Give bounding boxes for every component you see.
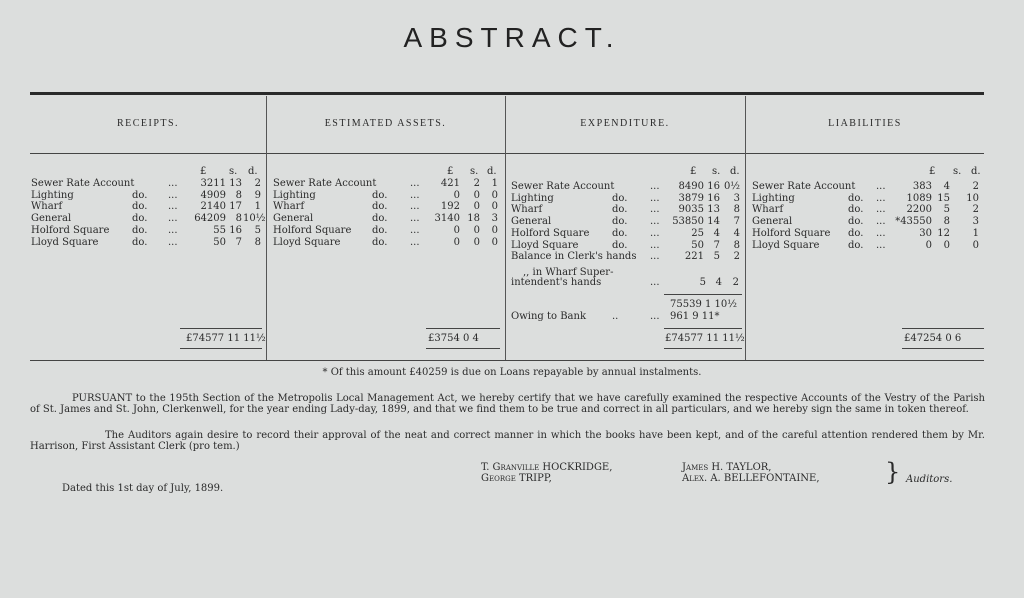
row-shillings: 8 [943,216,950,228]
pence-label: d. [487,166,497,177]
row-pounds: 0 [453,224,460,236]
row-pounds: 421 [440,178,460,189]
dots: ... [410,224,420,236]
row-ditto: do. [612,227,628,239]
row-pence: 2 [972,204,979,216]
row-shillings: 0 [473,224,480,236]
row-pence: 1 [972,227,979,239]
row-label: Sewer Rate Account [752,181,856,192]
row-ditto: do. [132,236,148,248]
row-pence: 0 [491,189,498,201]
row-shillings: 15 [937,192,950,204]
row-pounds: 25 [691,227,704,239]
row-ditto: do. [372,189,388,201]
row-label: Lighting [273,189,316,201]
exp-wharf-pounds: 5 [699,277,706,288]
exp-wharf-shillings: 4 [715,277,722,288]
row-shillings: 7 [713,239,720,251]
dots: ... [876,192,886,204]
row-label: Wharf [273,201,305,213]
pence-label: d. [971,166,981,177]
row-pence: 2 [972,181,979,192]
row-pounds: 50 [691,239,704,251]
row-ditto: do. [132,213,148,225]
footnote: * Of this amount £40259 is due on Loans repayable by annual instalments. [322,367,702,378]
row-label: General [273,213,314,225]
liabilities-total: £47254 0 6 [904,333,962,344]
pence-label: d. [730,166,740,177]
dots: ... [650,239,660,251]
expenditure-header: EXPENDITURE. [580,118,670,129]
row-pence: 0 [491,224,498,236]
table-bottom-rule [30,360,984,361]
row-ditto: do. [372,201,388,213]
exp-subtotal: 75539 1 10½ [670,299,737,310]
row-pounds: 3879 [678,192,704,204]
row-ditto: do. [848,227,864,239]
row-shillings: 0 [473,201,480,213]
row-label: General [31,213,72,225]
dots: ... [410,178,420,189]
total-rule [180,328,262,329]
row-label: Holford Square [273,224,352,236]
total-rule [426,348,500,349]
row-pence: 1 [254,201,261,213]
receipts-total: £74577 11 11½ [186,333,266,344]
row-ditto: do. [848,216,864,228]
row-label: Holford Square [511,227,590,239]
pounds-label: £ [929,166,936,177]
row-pence: 2 [733,251,740,263]
row-pounds: 50 [213,236,226,248]
page-title: ABSTRACT. [403,22,621,53]
shillings-label: s. [470,166,479,177]
date-line: Dated this 1st day of July, 1899. [62,483,224,494]
row-shillings: 8 [235,213,242,225]
certification-paragraph: PURSUANT to the 195th Section of the Metropolis Local Management Act, we hereby certify that we have carefully examined the respective Accounts of the Vestry of the Parish of St. James and St. John, Clerkenwell, for the year ending Lady-day, 1899, and that we find them to be true and correct in all particulars, and we hereby sign the same in token thereof. [30,393,985,415]
owing-label: Owing to Bank [511,311,587,322]
row-shillings: 5 [943,204,950,216]
row-ditto: do. [372,213,388,225]
row-shillings: 4 [943,181,950,192]
row-shillings: 4 [713,227,720,239]
row-shillings: 12 [937,227,950,239]
row-label: Balance in Clerk's hands [511,251,637,263]
pounds-label: £ [200,166,207,177]
exp-wharf-line1: ,, in Wharf Super- [523,267,614,278]
row-label: Sewer Rate Account [511,181,615,192]
brace-icon: } [885,458,901,486]
dots: ... [876,239,886,251]
row-pence: 3 [972,216,979,228]
row-ditto: do. [612,192,628,204]
pounds-label: £ [447,166,454,177]
auditors-paragraph: The Auditors again desire to record their approval of the neat and correct manner in which the books have been kept, and of the careful attention rendered them by Mr. Harrison, First Assistant Clerk (pro tem.) [30,430,985,452]
dots: ... [168,201,178,213]
row-pounds: 2140 [200,201,226,213]
assets-total: £3754 0 4 [428,333,479,344]
dots: ... [168,189,178,201]
row-label: Lighting [511,192,554,204]
row-label: General [752,216,793,228]
signature-hockridge: T. Granville HOCKRIDGE, [481,462,613,473]
total-rule [664,328,742,329]
row-ditto: do. [612,239,628,251]
row-pence: 0 [972,239,979,251]
row-ditto: do. [848,204,864,216]
row-pounds: 0 [925,239,932,251]
row-pence: 8 [733,239,740,251]
row-pence: 0½ [723,181,740,192]
column-divider [266,96,267,360]
row-shillings: 8 [235,189,242,201]
row-shillings: 13 [229,178,242,189]
auditors-role: Auditors. [906,474,953,485]
dots: ... [650,181,660,192]
row-pounds: 9035 [678,204,704,216]
dots: ... [168,178,178,189]
row-shillings: 14 [707,216,720,228]
dots: ... [410,201,420,213]
row-shillings: 16 [229,224,242,236]
row-pounds: 0 [453,236,460,248]
row-ditto: do. [372,236,388,248]
dots: ... [876,204,886,216]
row-label: Lighting [31,189,74,201]
row-pounds: 221 [684,251,704,263]
dots: ... [410,213,420,225]
row-shillings: 2 [473,178,480,189]
row-pounds: 3140 [434,213,460,225]
subtotal-rule [664,294,742,295]
total-rule [902,348,984,349]
row-label: Lloyd Square [752,239,820,251]
row-ditto: do. [132,224,148,236]
row-pence: 0 [491,236,498,248]
signature-taylor: James H. TAYLOR, [682,462,772,473]
row-label: Sewer Rate Account [273,178,377,189]
row-pounds: 0 [453,189,460,201]
column-divider [505,96,506,360]
header-rule [30,153,984,154]
column-divider [745,96,746,360]
row-shillings: 13 [707,204,720,216]
total-rule [902,328,984,329]
row-label: Holford Square [752,227,831,239]
total-rule [180,348,262,349]
row-label: Wharf [511,204,543,216]
row-pence: 3 [733,192,740,204]
dots: ... [876,227,886,239]
row-label: Wharf [31,201,63,213]
total-rule [426,328,500,329]
row-pounds: 4909 [200,189,226,201]
pounds-label: £ [690,166,697,177]
dots: ... [650,216,660,228]
row-label: Sewer Rate Account [31,178,135,189]
shillings-label: s. [953,166,962,177]
row-pence: 8 [254,236,261,248]
row-shillings: 7 [235,236,242,248]
signature-tripp: George TRIPP, [481,473,552,484]
row-label: Lighting [752,192,795,204]
row-ditto: do. [612,204,628,216]
row-shillings: 5 [713,251,720,263]
dots: ... [410,236,420,248]
receipts-header: RECEIPTS. [116,118,180,129]
row-pounds: 8490 [678,181,704,192]
row-pounds: *43550 [895,216,932,228]
row-label: Wharf [752,204,784,216]
shillings-label: s. [229,166,238,177]
row-pence: 4 [733,227,740,239]
row-pounds: 30 [919,227,932,239]
dots: ... [876,216,886,228]
dots: ... [650,192,660,204]
row-pence: 3 [491,213,498,225]
expenditure-total: £74577 11 11½ [665,333,745,344]
row-shillings: 18 [467,213,480,225]
row-pence: 10½ [243,213,266,225]
row-shillings: 0 [473,236,480,248]
row-pounds: 55 [213,224,226,236]
dots: ... [168,236,178,248]
row-pence: 5 [254,224,261,236]
row-pounds: 192 [440,201,460,213]
table-top-rule [30,92,984,95]
row-label: Lloyd Square [273,236,341,248]
row-pounds: 2200 [906,204,932,216]
row-pence: 1 [491,178,498,189]
row-shillings: 16 [707,181,720,192]
row-pence: 10 [966,192,979,204]
row-ditto: do. [848,192,864,204]
dots: ... [168,224,178,236]
row-label: Holford Square [31,224,110,236]
exp-wharf-line2: intendent's hands [511,277,602,288]
row-shillings: 16 [707,192,720,204]
shillings-label: s. [712,166,721,177]
row-ditto: do. [848,239,864,251]
signature-bellefontaine: Alex. A. BELLEFONTAINE, [682,473,820,484]
dots: ... [168,213,178,225]
dots: ... [650,227,660,239]
total-rule [664,348,742,349]
row-pounds: 1089 [906,192,932,204]
row-pounds: 64209 [194,213,226,225]
row-ditto: do. [132,201,148,213]
dots: ... [650,251,660,263]
row-pounds: 383 [912,181,932,192]
row-pence: 8 [733,204,740,216]
row-pence: 2 [254,178,261,189]
row-shillings: 0 [943,239,950,251]
row-pounds: 3211 [200,178,226,189]
row-shillings: 0 [473,189,480,201]
dots: ... [650,204,660,216]
exp-wharf-pence: 2 [732,277,739,288]
dots: ... [410,189,420,201]
row-ditto: do. [372,224,388,236]
row-pence: 7 [733,216,740,228]
row-label: General [511,216,552,228]
dots: ... [650,277,660,288]
row-ditto: do. [132,189,148,201]
row-ditto: do. [612,216,628,228]
owing-values: 961 9 11* [670,311,720,322]
row-label: Lloyd Square [31,236,99,248]
assets-header: ESTIMATED ASSETS. [324,118,447,129]
row-label: Lloyd Square [511,239,579,251]
dots: ... [876,181,886,192]
row-shillings: 17 [229,201,242,213]
pence-label: d. [248,166,258,177]
dots: ... [650,311,660,322]
row-pounds: 53850 [672,216,704,228]
dots: .. [612,311,619,322]
row-pence: 9 [254,189,261,201]
liabilities-header: LIABILITIES [828,118,902,129]
row-pence: 0 [491,201,498,213]
